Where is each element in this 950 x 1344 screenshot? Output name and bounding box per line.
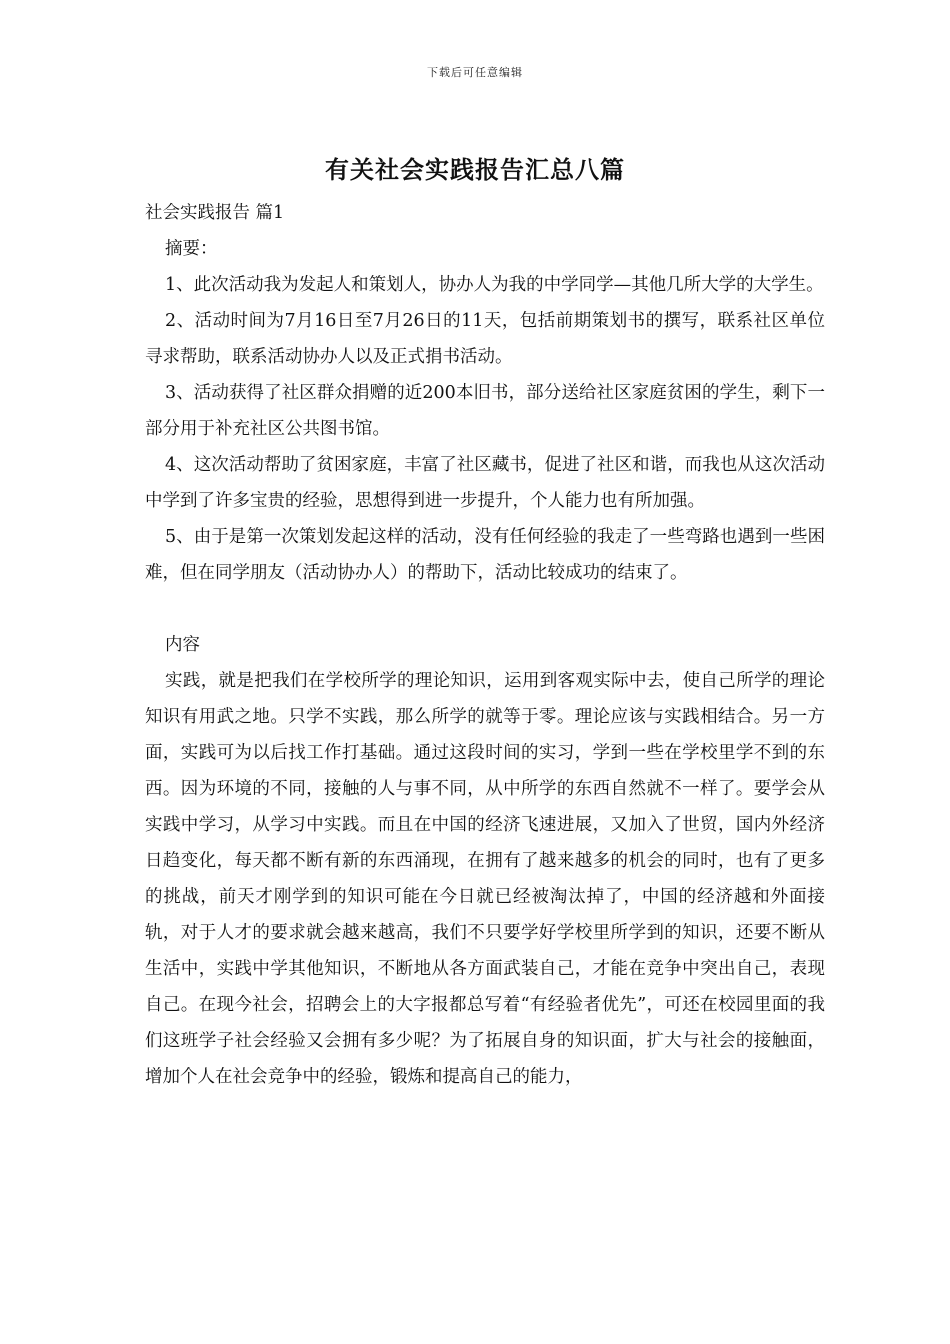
- content-paragraph: 实践，就是把我们在学校所学的理论知识，运用到客观实际中去，使自己所学的理论知识有用武之地。只学不实践，那么所学的就等于零。理论应该与实践相结合。另一方面，实践可为以后找工作打基础。通过这段时间的实习，学到一些在学校里学不到的东西。因为环境的不同，接触的人与事不同，从中所学的东西自然就不一样了。要学会从实践中学习，从学习中实践。而且在中国的经济飞速进展，又加入了世贸，国内外经济日趋变化，每天都不断有新的东西涌现，在拥有了越来越多的机会的同时，也有了更多的挑战，前天才刚学到的知识可能在今日就已经被淘汰掉了，中国的经济越和外面接轨，对于人才的要求就会越来越高，我们不只要学好学校里所学到的知识，还要不断从生活中，实践中学其他知识，不断地从各方面武装自己，才能在竞争中突出自己，表现自己。在现今社会，招聘会上的大字报都总写着“有经验者优先”，可还在校园里面的我们这班学子社会经验又会拥有多少呢？为了拓展自身的知识面，扩大与社会的接触面，增加个人在社会竞争中的经验，锻炼和提高自己的能力，: [145, 671, 825, 1087]
- page-header-note: 下载后可任意编辑: [427, 66, 523, 79]
- section-label: 社会实践报告 篇1: [145, 203, 285, 223]
- abstract-item-3: 3、活动获得了社区群众捐赠的近200本旧书，部分送给社区家庭贫困的学生，剩下一部分用于补充社区公共图书馆。: [145, 383, 825, 439]
- abstract-label: 摘要：: [165, 239, 218, 259]
- paragraph-spacer: [145, 591, 825, 627]
- content-label: 内容: [165, 635, 200, 655]
- document-body: [145, 195, 825, 1095]
- abstract-item-5: 5、由于是第一次策划发起这样的活动，没有任何经验的我走了一些弯路也遇到一些困难，但在同学朋友（活动协办人）的帮助下，活动比较成功的结束了。: [145, 527, 825, 583]
- document-title: 有关社会实践报告汇总八篇: [325, 155, 625, 184]
- abstract-item-2: 2、活动时间为7月16日至7月26日的11天，包括前期策划书的撰写，联系社区单位寻求帮助，联系活动协办人以及正式捐书活动。: [145, 311, 825, 367]
- abstract-item-1: 1、此次活动我为发起人和策划人，协办人为我的中学同学—其他几所大学的大学生。: [165, 275, 824, 295]
- abstract-item-4: 4、这次活动帮助了贫困家庭，丰富了社区藏书，促进了社区和谐，而我也从这次活动中学到了许多宝贵的经验，思想得到进一步提升，个人能力也有所加强。: [145, 455, 825, 511]
